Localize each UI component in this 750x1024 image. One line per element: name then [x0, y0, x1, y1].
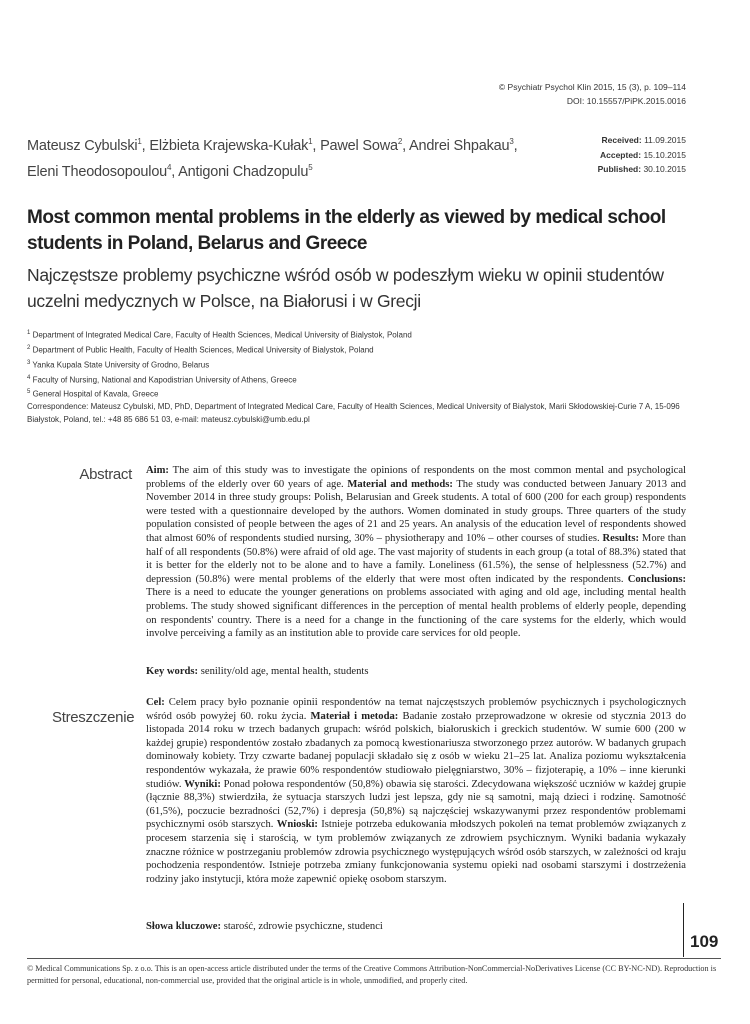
conclusions-text: There is a need to educate the younger generations on problems associated with aging and old age, including mental health problems. The study showed significant differences in the perception of mental health problems of elderly people, depending on respondents' country. There is a need for a change in the functioning of the care systems for the elderly, which would involve perceiving a family as an institution able to provide care services for old people. [146, 587, 686, 640]
published-date: Published: 30.10.2015 [597, 164, 686, 174]
wnioski-text: Istnieje potrzeba edukowania młodszych pokoleń na temat problemów związanych z procesem starzenia się i starością, w tym problemów związanych ze zdrowiem psychicznym. Wyniki badania wykazały znaczne różnice w postrzeganiu problemów zdrowia psychicznego występujących wśród osób starszych, w zależności od kraju pochodzenia respondentów. Istnieje potrzeba zmiany funkcjonowania systemu opieki nad osobami starszymi i dostrzeżenia rodziny jako instytucji, która może zapewnić opiekę osobom starszym. [146, 819, 686, 885]
wyniki-label: Wyniki: [184, 778, 221, 790]
slowa-kluczowe [146, 920, 686, 934]
streszczenie-body [146, 696, 686, 886]
author: Antigoni Chadzopulu$^5$ [178, 162, 313, 180]
aim-label: Aim: [146, 465, 169, 476]
methods-text: The study was conducted between January 2013 and November 2014 in three study groups: Polish, Belarusian and Greek students. A total of 600 (200 for each group) respondents were tested with a questionnaire developed by the authors. Women dominated in study groups. Three quarters of the study population consisted of people between the ages of 21 and 25 years. An analysis of the education level of respondents showed that almost 60% of respondents studied nursing, 30% – physiotherapy and 10% – other courses of studies. [146, 478, 686, 544]
slowa-label: Słowa kluczowe: [146, 921, 222, 932]
affiliation-item: $^4$ Faculty of Nursing, National and Kapodistrian University of Athens, Greece [27, 374, 297, 385]
cel-text: Celem pracy było poznanie opinii respondentów na temat najczęstszych problemów psychicznych i psychologicznych wśród osób powyżej 60. roku życia. [146, 697, 686, 722]
author: Andrei Shpakau$^3$, [408, 137, 518, 154]
methods-label: Material and methods: [347, 478, 453, 490]
metoda-text: Badanie zostało przeprowadzone w okresie od stycznia 2013 do listopada 2014 roku w trzech badanych grupach: wśród polskich, białoruskich i greckich studentów. W sumie 600 (200 w każdej grupie) respondentów zostało zbadanych za pomocą kwestionariusza stworzonego przez autorów. W badanych grupach dominowały kobiety. Trzy czwarte badanej populacji składało się z osób w wieku 21–25 lat. Analiza poziomu wykształcenia respondentów wykazała, że prawie 60% respondentów studiowało pielęgniarstwo, 30% – fizjoterapię, a 10% – inne kierunki studiów. [146, 710, 686, 790]
received-date: Received: 11.09.2015 [601, 135, 686, 145]
abstract-heading: Abstract [79, 466, 132, 483]
streszczenie-heading: Streszczenie [52, 709, 135, 726]
keywords [146, 665, 686, 679]
affiliations [27, 327, 697, 426]
aim-text: The aim of this study was to investigate the opinions of respondents on the most common mental and psychological problems of the elderly over 60 years of age. [146, 465, 686, 490]
abstract-body [146, 464, 686, 641]
keywords-label: Key words: [146, 666, 199, 677]
author: Pawel Sowa$^2$, [320, 137, 409, 154]
wnioski-label: Wnioski: [276, 819, 318, 831]
title-english: Most common mental problems in the elderly as viewed by medical school students in Poland, Belarus and Greece [27, 207, 666, 254]
results-label: Results: [602, 532, 639, 544]
author: Mateusz Cybulski$^1$, [27, 137, 150, 154]
page-number: 109 [690, 932, 719, 951]
affiliation-item: $^3$ Yanka Kupala State University of Grodno, Belarus [27, 359, 210, 370]
cel-label: Cel: [146, 697, 165, 708]
keywords-text: senility/old age, mental health, students [198, 666, 369, 677]
affiliation-item: $^2$ Department of Public Health, Faculty of Health Sciences, Medical University of Bialystok, Poland [27, 344, 374, 355]
author: Eleni Theodosopoulou$^4$, [27, 162, 179, 180]
author-list [27, 131, 547, 183]
affiliation-item: $^5$ General Hospital of Kavala, Greece [27, 389, 159, 400]
footer-divider [27, 958, 721, 959]
page-number-rule [683, 903, 684, 957]
correspondence: Correspondence: Mateusz Cybulski, MD, PhD, Department of Integrated Medical Care, Faculty of Health Sciences, Medical University of Bialystok, Marii Skłodowskiej-Curie 7 A, 15-096 Białystok, Poland, tel.: +48 85 686 51 03, e-mail: mateusz.cybulski@umb.edu.pl [27, 402, 680, 424]
doi[interactable]: DOI: 10.15557/PiPK.2015.0016 [566, 96, 686, 106]
metoda-label: Materiał i metoda: [310, 710, 399, 722]
license-footer: © Medical Communications Sp. z o.o. This is an open-access article distributed under the terms of the Creative Commons Attribution-NonCommercial-NoDerivatives License (CC BY-NC-ND). Reproduction is permitted for personal, educational, non-commercial use, provided that the original article is in whole, unmodified, and properly cited. [27, 964, 717, 985]
wyniki-text: Ponad połowa respondentów (50,8%) obawia się starości. Zdecydowana większość uczniów w każdej grupie (łącznie 88,3%) stwierdziła, że sytuacja starszych ludzi jest lepsza, gdy nie są samotni, mają dzieci i rodzinę. Samotność (61,5%), poczucie bezradności (52,7%) i depresja (50,8%) są najczęściej wskazywanymi przez respondentów problemami psychicznymi osób starszych. [146, 778, 686, 831]
accepted-date: Accepted: 15.10.2015 [599, 149, 686, 160]
publication-dates [598, 133, 686, 177]
author: Elżbieta Krajewska-Kułak$^1$, [149, 137, 321, 154]
title-polish: Najczęstsze problemy psychiczne wśród osób w podeszłym wieku w opinii studentów uczelni medycznych w Polsce, na Białorusi i w Grecji [27, 265, 664, 311]
journal-citation: © Psychiatr Psychol Klin 2015, 15 (3), p. 109–114 [498, 82, 686, 92]
citation-block [499, 80, 686, 108]
conclusions-label: Conclusions: [627, 573, 686, 585]
results-text: More than half of all respondents (50.8%) were afraid of old age. The vast majority of students in each group (a total of 88.3%) stated that it is better for the elderly not to be alone and to have a family. Loneliness (61.5%), the sense of helplessness (52.7%) and depression (50.8%) were mental problems of the elderly that were most often indicated by the respondents. [146, 532, 686, 585]
affiliation-item: $^1$ Department of Integrated Medical Care, Faculty of Health Sciences, Medical University of Bialystok, Poland [27, 330, 412, 340]
slowa-text: starość, zdrowie psychiczne, studenci [221, 921, 383, 932]
